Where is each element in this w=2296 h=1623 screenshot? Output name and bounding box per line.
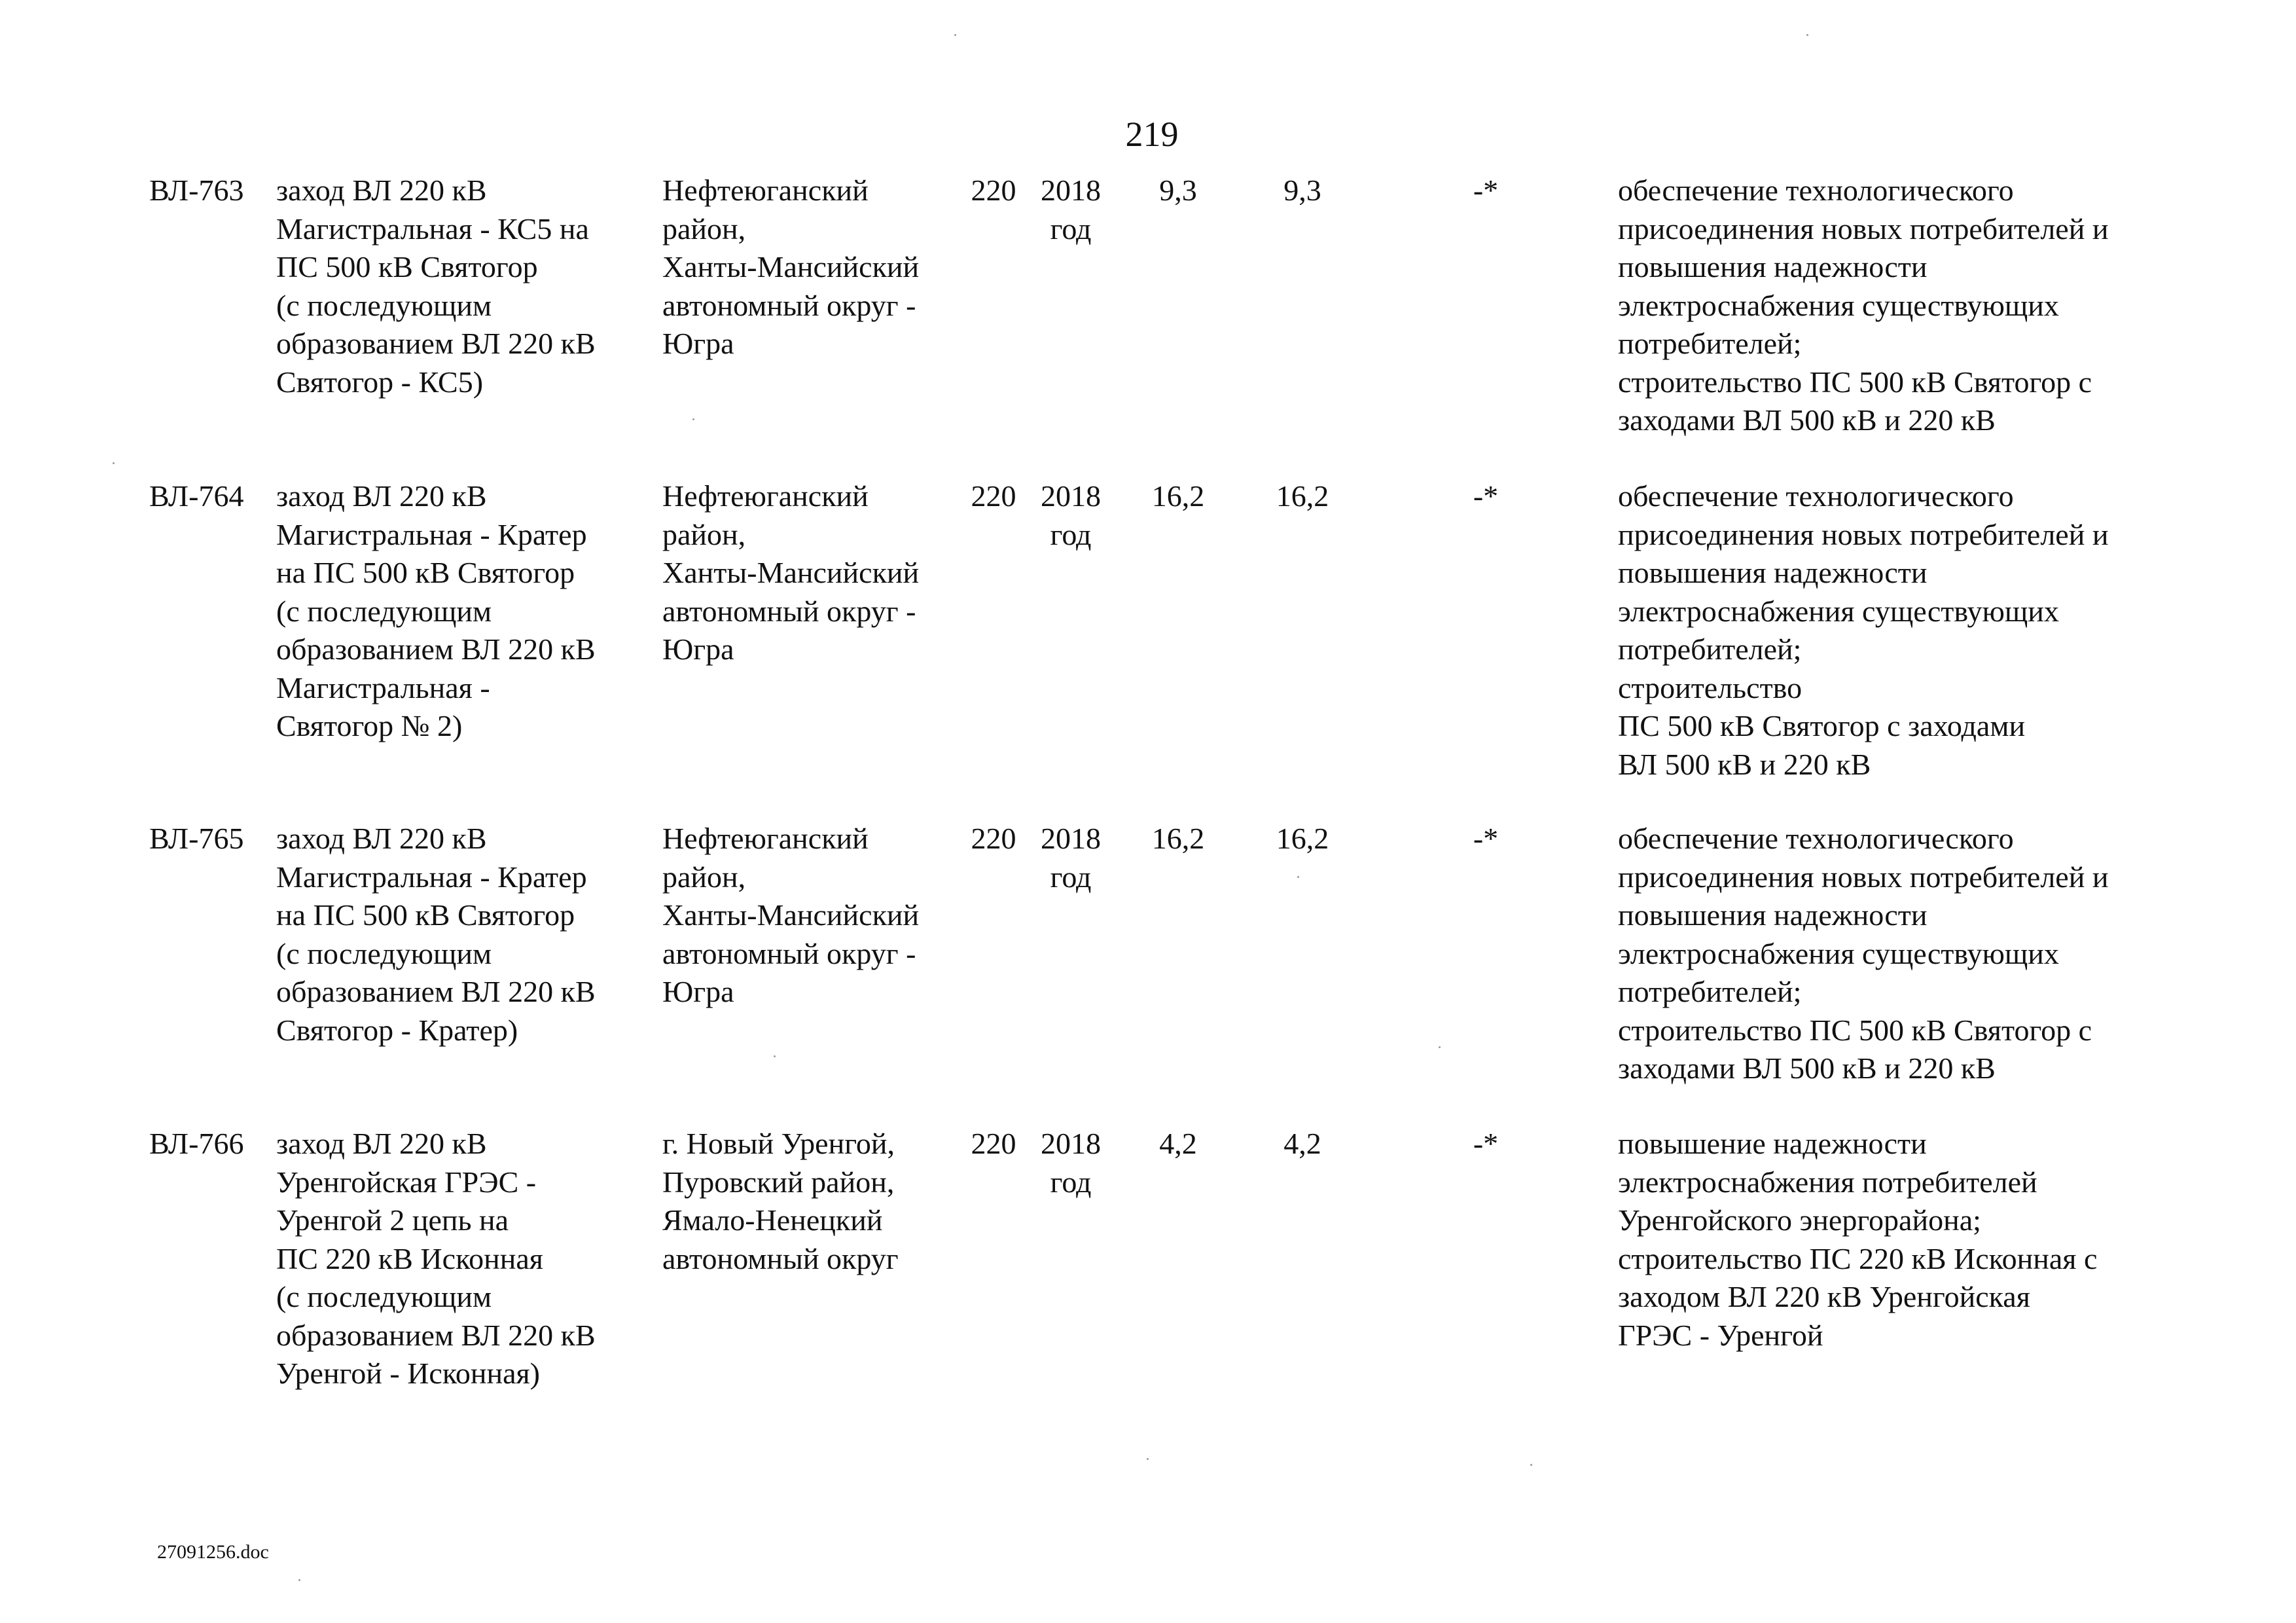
scan-speck: [954, 34, 956, 36]
line-name: заход ВЛ 220 кВ Магистральная - Кратер на ПС 500 кВ Святогор (с последующим образованием ВЛ 220 кВ Магистральная - Святогор № 2): [276, 479, 596, 742]
line-location: г. Новый Уренгой, Пуровский район, Ямало-Ненецкий автономный округ: [662, 1127, 899, 1275]
scan-speck: [692, 418, 694, 420]
scan-speck: [113, 462, 115, 464]
line-voltage: 220: [971, 173, 1016, 207]
scan-speck: [1530, 1464, 1532, 1466]
line-name: заход ВЛ 220 кВ Магистральная - КС5 на ПС 500 кВ Святогор (с последующим образованием ВЛ 220 кВ Святогор - КС5): [276, 173, 596, 399]
line-voltage: 220: [971, 822, 1016, 855]
line-location: Нефтеюганский район, Ханты-Мансийский автономный округ - Югра: [662, 822, 920, 1008]
scan-speck: [1806, 34, 1808, 36]
footer-file-name: 27091256.doc: [157, 1541, 269, 1563]
line-mark: -*: [1473, 173, 1499, 207]
line-length-2: 16,2: [1276, 479, 1329, 513]
line-location: Нефтеюганский район, Ханты-Мансийский автономный округ - Югра: [662, 479, 920, 666]
line-location: Нефтеюганский район, Ханты-Мансийский автономный округ - Югра: [662, 173, 920, 360]
line-length-1: 16,2: [1151, 822, 1205, 855]
line-mark: -*: [1473, 822, 1499, 855]
line-code: ВЛ-763: [149, 173, 244, 207]
scan-speck: [1147, 1458, 1149, 1460]
line-length-2: 4,2: [1283, 1127, 1321, 1160]
line-purpose: обеспечение технологического присоединения новых потребителей и повышения надежности электроснабжения существующих потребителей; строительство ПС 500 кВ Святогор с заходами ВЛ 500 кВ и 220 кВ: [1618, 479, 2109, 781]
line-purpose: обеспечение технологического присоединения новых потребителей и повышения надежности электроснабжения существующих потребителей; строительство ПС 500 кВ Святогор с заходами ВЛ 500 кВ и 220 кВ: [1618, 822, 2109, 1085]
line-purpose: обеспечение технологического присоединения новых потребителей и повышения надежности электроснабжения существующих потребителей; строительство ПС 500 кВ Святогор с заходами ВЛ 500 кВ и 220 кВ: [1618, 173, 2109, 437]
line-year: 2018 год: [1041, 173, 1101, 246]
line-code: ВЛ-764: [149, 479, 244, 513]
line-mark: -*: [1473, 479, 1499, 513]
line-length-1: 9,3: [1159, 173, 1197, 207]
line-year: 2018 год: [1041, 1127, 1101, 1199]
line-code: ВЛ-766: [149, 1127, 244, 1160]
scan-speck: [1297, 876, 1299, 878]
line-length-2: 16,2: [1276, 822, 1329, 855]
line-length-1: 16,2: [1151, 479, 1205, 513]
scan-speck: [298, 1579, 300, 1581]
line-purpose: повышение надежности электроснабжения потребителей Уренгойского энергорайона; строительство ПС 220 кВ Исконная с заходом ВЛ 220 кВ Уренгойская ГРЭС - Уренгой: [1618, 1127, 2098, 1352]
scan-speck: [1439, 1046, 1441, 1048]
line-voltage: 220: [971, 479, 1016, 513]
line-name: заход ВЛ 220 кВ Магистральная - Кратер на ПС 500 кВ Святогор (с последующим образованием ВЛ 220 кВ Святогор - Кратер): [276, 822, 596, 1047]
line-length-1: 4,2: [1159, 1127, 1197, 1160]
line-name: заход ВЛ 220 кВ Уренгойская ГРЭС - Уренгой 2 цепь на ПС 220 кВ Исконная (с последующим образованием ВЛ 220 кВ Уренгой - Исконная): [276, 1127, 596, 1390]
line-mark: -*: [1473, 1127, 1499, 1160]
page-number: 219: [1125, 115, 1179, 154]
line-year: 2018 год: [1041, 822, 1101, 894]
line-voltage: 220: [971, 1127, 1016, 1160]
line-code: ВЛ-765: [149, 822, 244, 855]
line-year: 2018 год: [1041, 479, 1101, 551]
line-length-2: 9,3: [1283, 173, 1321, 207]
scan-speck: [774, 1055, 776, 1057]
